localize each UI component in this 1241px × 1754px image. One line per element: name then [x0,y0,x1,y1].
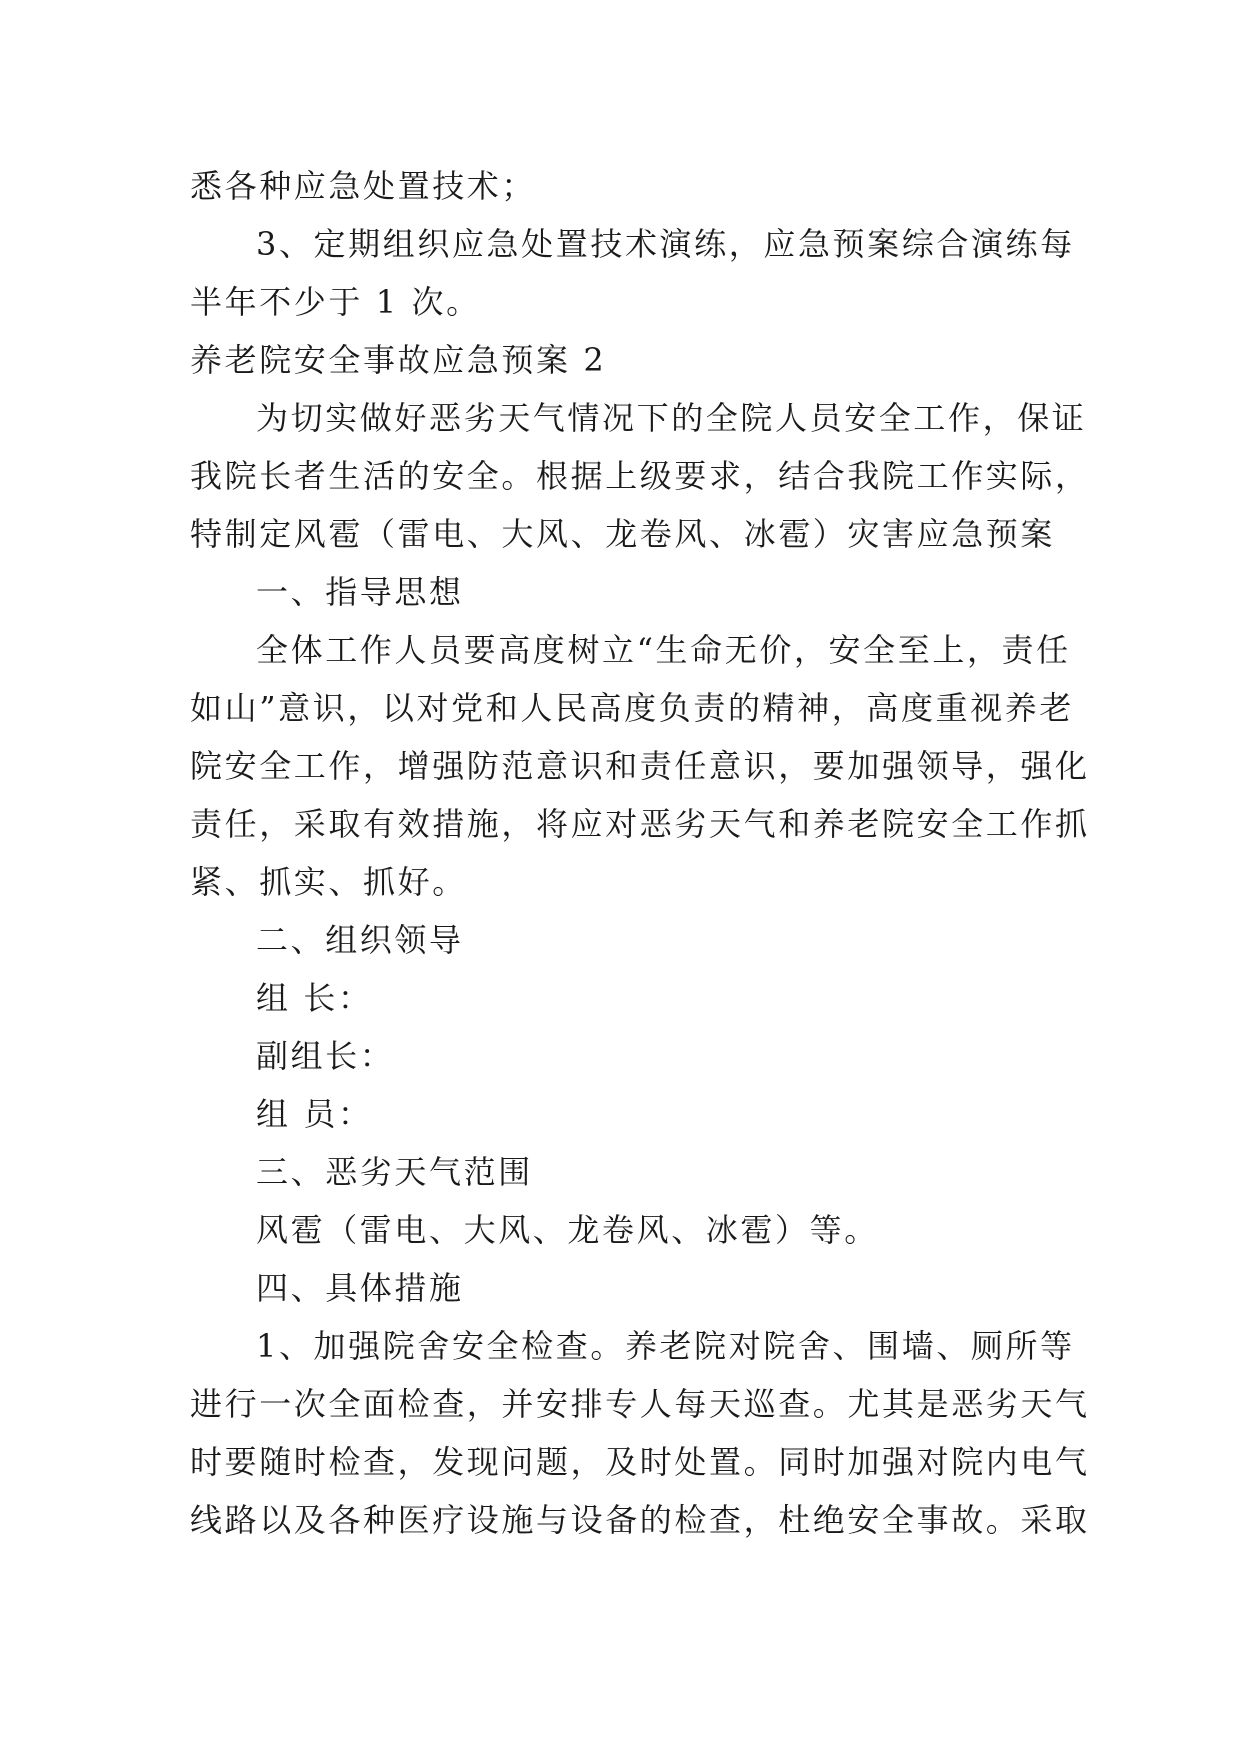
heading-weather-scope: 三、恶劣天气范围 [256,1153,533,1191]
text-line-measure-4: 线路以及各种医疗设施与设备的检查，杜绝安全事故。采取 [190,1501,1090,1539]
text-line-intro-1: 为切实做好恶劣天气情况下的全院人员安全工作，保证 [256,399,1087,437]
text-line-group-members: 组 员： [256,1095,373,1133]
heading-organization: 二、组织领导 [256,921,464,959]
text-line-measure-2: 进行一次全面检查，并安排专人每天巡查。尤其是恶劣天气 [190,1385,1090,1423]
text-line-continuation: 悉各种应急处置技术； [190,167,537,205]
text-line-guiding-4: 责任，采取有效措施，将应对恶劣天气和养老院安全工作抓 [190,805,1090,843]
section-heading-plan-2: 养老院安全事故应急预案 2 [190,341,607,379]
text-line-item-3: 3、定期组织应急处置技术演练，应急预案综合演练每 [256,225,1075,263]
text-line-weather-types: 风雹（雷电、大风、龙卷风、冰雹）等。 [256,1211,879,1249]
text-line-measure-1: 1、加强院舍安全检查。养老院对院舍、围墙、厕所等 [256,1327,1075,1365]
text-line-deputy-leader: 副组长： [256,1037,395,1075]
text-line-measure-3: 时要随时检查，发现问题，及时处置。同时加强对院内电气 [190,1443,1090,1481]
text-line-group-leader: 组 长： [256,979,373,1017]
heading-guiding-thought: 一、指导思想 [256,573,464,611]
text-line-guiding-3: 院安全工作，增强防范意识和责任意识，要加强领导，强化 [190,747,1090,785]
text-line-guiding-1: 全体工作人员要高度树立“生命无价，安全至上，责任 [256,631,1071,669]
text-line-intro-2: 我院长者生活的安全。根据上级要求，结合我院工作实际， [190,457,1090,495]
text-line-intro-3: 特制定风雹（雷电、大风、龙卷风、冰雹）灾害应急预案 [190,515,1056,553]
text-line-guiding-2: 如山”意识，以对党和人民高度负责的精神，高度重视养老 [190,689,1074,727]
heading-measures: 四、具体措施 [256,1269,464,1307]
text-line-item-3-cont: 半年不少于 1 次。 [190,283,481,321]
text-line-guiding-5: 紧、抓实、抓好。 [190,863,467,901]
